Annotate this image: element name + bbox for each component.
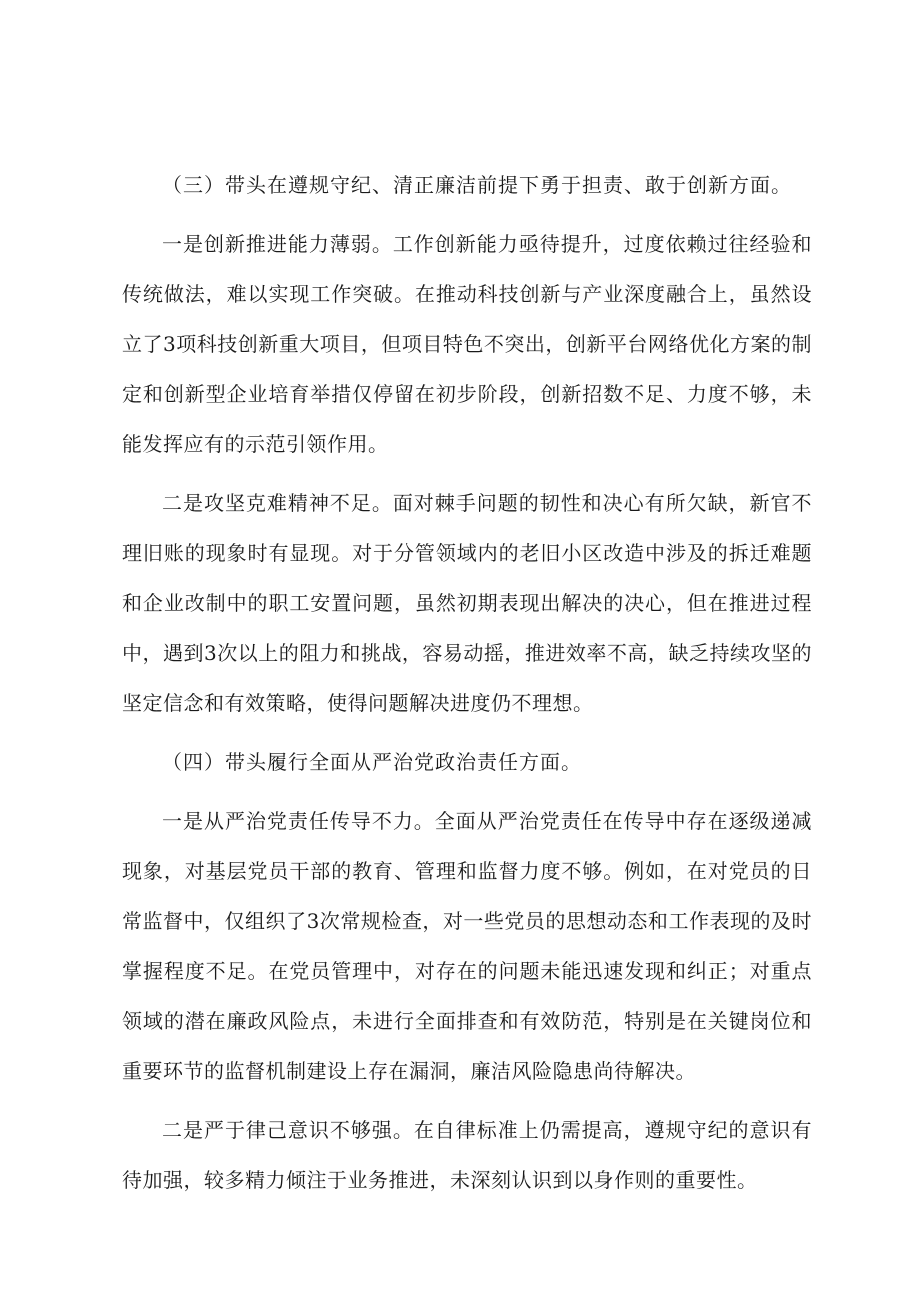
section-heading-4 xyxy=(122,737,812,787)
document-body xyxy=(122,160,812,1214)
paragraph-self-discipline-text: 在自律标准上仍需提高，遵规守纪的意识有待加强，较多精力倾注于业务推进，未深刻认识到以身作则的重要性。 xyxy=(122,1118,813,1192)
paragraph-innovation-text: 工作创新能力亟待提升，过度依赖过往经验和传统做法，难以实现工作突破。在推动科技创新与产业深度融合上，虽然设立了3项科技创新重大项目，但项目特色不突出，创新平台网络优化方案的制定和创新型企业培育举措仅停留在初步阶段，创新招数不足、力度不够，未能发挥应有的示范引领作用。 xyxy=(122,232,813,456)
paragraph-tackling-lead: 二是攻坚克难精神不足。 xyxy=(162,491,393,515)
paragraph-innovation-lead: 一是创新推进能力薄弱。 xyxy=(162,232,393,256)
paragraph-self-discipline-lead: 二是严于律己意识不够强。 xyxy=(162,1118,414,1142)
section-heading-4-text: （四）带头履行全面从严治党政治责任方面。 xyxy=(162,750,582,774)
paragraph-innovation xyxy=(122,219,812,469)
paragraph-responsibility-text: 全面从严治党责任在传导中存在逐级递减现象，对基层党员干部的教育、管理和监督力度不够。例如，在对党员的日常监督中，仅组织了3次常规检查，对一些党员的思想动态和工作表现的及时掌握程度不足。在党员管理中，对存在的问题未能迅速发现和纠正；对重点领域的潜在廉政风险点，未进行全面排查和有效防范，特别是在关键岗位和重要环节的监督机制建设上存在漏洞，廉洁风险隐患尚待解决。 xyxy=(122,809,813,1083)
paragraph-self-discipline xyxy=(122,1105,812,1205)
section-heading-3-text: （三）带头在遵规守纪、清正廉洁前提下勇于担责、敢于创新方面。 xyxy=(162,173,792,197)
paragraph-responsibility xyxy=(122,796,812,1096)
paragraph-responsibility-lead: 一是从严治党责任传导不力。 xyxy=(162,809,435,833)
paragraph-tackling-text: 面对棘手问题的韧性和决心有所欠缺，新官不理旧账的现象时有显现。对于分管领域内的老旧小区改造中涉及的拆迁难题和企业改制中的职工安置问题，虽然初期表现出解决的决心，但在推进过程中，遇到3次以上的阻力和挑战，容易动摇，推进效率不高，缺乏持续攻坚的坚定信念和有效策略，使得问题解决进度仍不理想。 xyxy=(122,491,813,715)
section-heading-3 xyxy=(122,160,812,210)
paragraph-tackling xyxy=(122,478,812,728)
